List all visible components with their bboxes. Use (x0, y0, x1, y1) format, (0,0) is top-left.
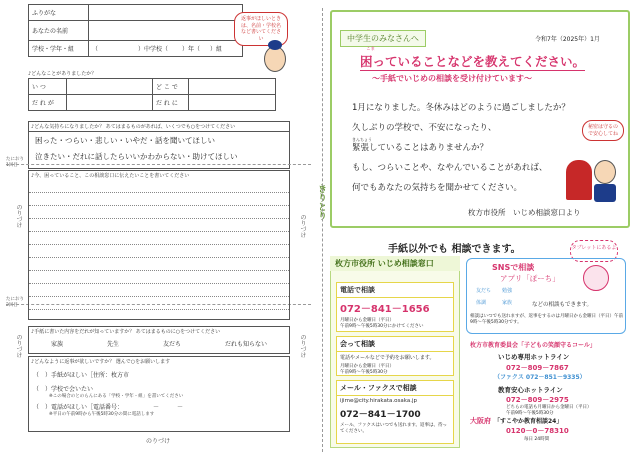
letter-p1: 1月になりました。冬休みはどのように過ごしましたか？ (352, 103, 570, 113)
q4-box (28, 326, 290, 354)
cut-line (322, 8, 323, 452)
q5-text: ♪どんなように返事が欲しいですか？ 選んで○をお願いします (31, 359, 171, 365)
meet-consult-hours: 月曜日から金曜日（平日） 午前9時～午後5時30分 (340, 364, 394, 375)
towhom-field[interactable] (189, 95, 276, 111)
who-label: だ れ が (29, 95, 67, 111)
hotline-title: いじめ専用ホットライン (498, 353, 570, 361)
knows-nobody[interactable]: だれも知らない (224, 341, 267, 348)
reply-phone-dash: － － (153, 404, 184, 411)
cut-line-label: きりとり (316, 184, 326, 220)
reply-phone-option[interactable]: （ ）電話がほしい［電話番号： (33, 404, 124, 411)
sns-topic-study: 勉強 (502, 288, 513, 294)
letter-p5: 何でもあなたの気持ちを聞かせてください。 (352, 183, 523, 193)
glue-label-3: のりづけ (299, 214, 306, 238)
school-paren: （ (92, 46, 99, 53)
where-label: ど こ で (153, 79, 189, 95)
reply-phone-note: ※平日の午前9時から午後5時30分の間に電話します (49, 412, 155, 417)
city-phone-link[interactable]: 072－841－1656 (340, 304, 430, 315)
form-speech-bubble: 返事がほしいときは、名前・学校名など書いてください (234, 12, 288, 46)
q4-text: ♪手紙に書いた内容をだれが知っていますか？ あてはまるものに○をつけてください (31, 329, 221, 335)
consult-heading: 手紙以外でも 相談できます。 (388, 244, 521, 255)
letter-p3: 緊張していることはありませんか？ (352, 143, 489, 153)
mascot-body-icon (594, 184, 616, 202)
q1-text: ♪どんなことがありましたか？ (28, 71, 97, 77)
osaka-phone[interactable]: 0120－0－78310 (506, 427, 569, 435)
fold-mark-1: たにおり 1回目 (6, 157, 24, 168)
furigana-field[interactable] (89, 5, 243, 21)
tablet-bubble: タブレットにあるよ (570, 240, 618, 262)
phone-consult-title: 電話で相談 (337, 283, 453, 298)
letter-signature: 枚方市役所 いじめ相談窓口より (468, 208, 581, 217)
letter-subtitle: ～手紙でいじめの相談を受け付けています～ (372, 74, 532, 83)
letter-p2: 久しぶりの学校で、不安になったり、 (352, 123, 497, 133)
furigana-label: ふりがな (29, 5, 89, 21)
letter-form (6, 4, 326, 448)
glue-label-1: のりづけ (15, 204, 22, 228)
feelings-row-2[interactable]: 泣きたい・だれに話したらいいかわからない・助けてほしい (35, 152, 238, 161)
osaka-title: 大阪府 (470, 417, 491, 425)
feelings-row-1[interactable]: 困った・つらい・悲しい・いやだ・話を聞いてほしい (35, 136, 215, 145)
mascot-letter-icon (594, 160, 616, 184)
glue-label-bottom: のりづけ (146, 438, 171, 445)
q3-box[interactable] (28, 170, 290, 320)
school-field[interactable] (89, 41, 243, 57)
name-table (28, 4, 243, 57)
sns-topics (476, 287, 528, 306)
when-field[interactable] (67, 79, 153, 95)
who-field[interactable] (67, 95, 153, 111)
grade-label: ）年（ (182, 46, 201, 53)
phone-consult-box (336, 282, 454, 332)
name-label: あなたの名前 (29, 21, 89, 41)
sns-app[interactable]: アプリ「ぽーち」 (500, 274, 560, 283)
towhom-label: だ れ に (153, 95, 189, 111)
city-fax[interactable]: 072－841－1700 (340, 410, 421, 420)
where-field[interactable] (189, 79, 276, 95)
letter-p4: もし、つらいことや、なやんでいることがあれば、 (352, 163, 548, 173)
glue-label-2: のりづけ (15, 334, 22, 358)
fold-mark-2: たにおり 2回目 (6, 297, 24, 308)
osaka-line: 「すこやか教育相談24」 (494, 418, 563, 425)
meet-consult-box (336, 336, 454, 376)
title-ruby: こま (366, 47, 375, 52)
letter-title: 困っていることなどを教えてください。 (360, 54, 586, 69)
name-field[interactable] (89, 21, 243, 41)
anshin-phone[interactable]: 072－809－2975 (506, 396, 569, 404)
letter-date: 令和7年（2025年）1月 (535, 36, 600, 43)
city-phone-hours: 月曜日から金曜日（平日） 午前9時～午後5時30分にかけてください (340, 318, 424, 329)
knows-family[interactable]: 家族 (50, 341, 63, 348)
reply-letter-option[interactable]: （ ）手紙がほしい［住所：枚方市 (33, 372, 130, 379)
anshin-title: 教育安心ホットライン (498, 386, 563, 394)
when-label: い つ (29, 79, 67, 95)
hotline-phone[interactable]: 072－809－7867 (506, 364, 569, 372)
letter-body (352, 98, 570, 198)
edu-title: 枚方市教育委員会「子どもの笑顔守るコール」 (470, 342, 596, 349)
nervous-ruby: きんちょう (352, 137, 372, 142)
knows-teacher[interactable]: 先生 (106, 341, 119, 348)
mailbox-icon (566, 160, 592, 200)
q5-box (28, 356, 290, 432)
reply-school-option[interactable]: （ ）学校で会いたい (33, 386, 94, 393)
anshin-note: どちらの電話も月曜日から金曜日（平日） 午前9時～午後5時30分 (506, 405, 592, 416)
reply-school-note: ※この場合のとのらんにある「学校・学年・組」を書いてください (49, 394, 184, 399)
city-email-link[interactable]: ijime@city.hirakata.osaka.jp (340, 398, 417, 404)
fold-line-1 (6, 164, 311, 165)
q2-box (28, 121, 290, 169)
school-label: 学校・学年・組 (29, 41, 89, 57)
sns-other: などの相談もできます。 (532, 302, 593, 308)
sns-topic-family: 家族 (502, 300, 513, 306)
sns-title: SNSで相談 (492, 263, 535, 272)
letter-tag: 中学生のみなさんへ (340, 30, 426, 47)
city-title: 枚方市役所 いじめ相談窓口 (330, 256, 460, 271)
osaka-note: 毎日 24時間 (524, 437, 550, 442)
meet-consult-title: 会って相談 (337, 337, 453, 352)
q3-text: ♪今、困っていること、この相談窓口に伝えたいことを書いてください (31, 173, 190, 179)
sns-note: 相談はいつでも送れますが、返事をするのは月曜日から金曜日（平日）午前9時～午後5時30分です。 (470, 314, 623, 326)
glue-label-4: のりづけ (299, 334, 306, 358)
meet-consult-desc: 電話やメールなどで予約をお願いします。 (340, 355, 435, 361)
mail-consult-title: メール・ファクスで相談 (337, 381, 453, 396)
knows-friend[interactable]: 友だち (162, 341, 181, 348)
mail-consult-note: メール、ファクスはいつでも送れます。返事は、待ってください。 (340, 423, 448, 434)
hotline-fax[interactable]: （ファクス 072－851－9335） (494, 374, 586, 381)
sns-topic-health: 体調 (476, 300, 487, 306)
class-label: ）組 (210, 46, 223, 53)
sns-topic-friends: 友だち (476, 288, 492, 294)
q2-text: ♪どんな気持ちになりましたか？ あてはまるものがあれば、いくつでも○をつけてください (29, 122, 289, 132)
mascot-hat-icon (268, 40, 282, 50)
secret-speech-bubble: 秘密は守るので安心してね (582, 120, 624, 141)
mail-consult-box (336, 380, 454, 444)
q1-table (28, 78, 276, 111)
middle-school-label: ）中学校（ (138, 46, 169, 53)
